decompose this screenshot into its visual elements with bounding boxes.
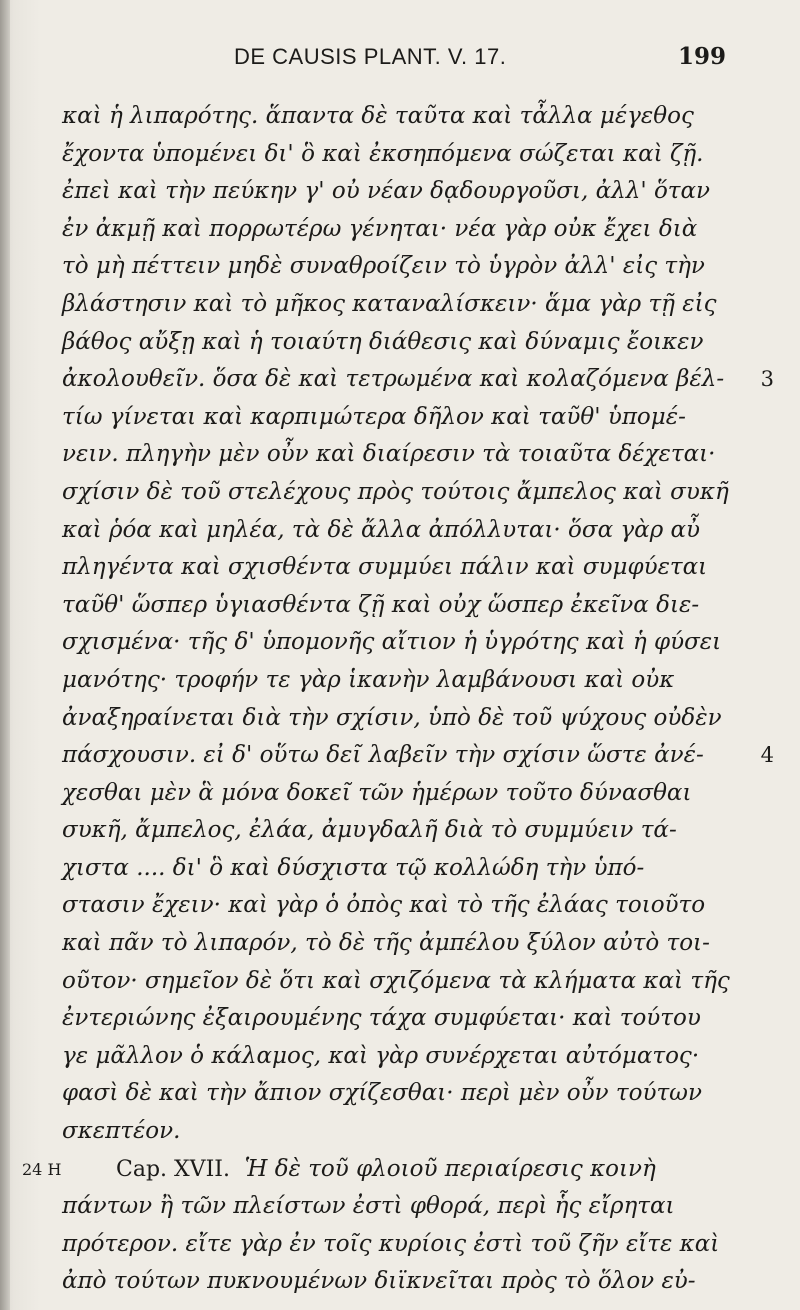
margin-section-number: 3	[760, 367, 774, 392]
page-header	[0, 44, 800, 78]
text-line: συκῆ, ἄμπελος, ἐλάα, ἀμυγδαλῆ διὰ τὸ συμμύειν τά-	[62, 817, 677, 844]
text-line: νειν. πληγὴν μὲν οὖν καὶ διαίρεσιν τὰ τοιαῦτα δέχεται·	[62, 441, 716, 468]
text-line: σκεπτέον.	[62, 1118, 181, 1145]
text-line: ἀπὸ τούτων πυκνουμένων διϊκνεῖται πρὸς τὸ ὅλον εὐ-	[62, 1268, 696, 1295]
text-line: στασιν ἔχειν· καὶ γὰρ ὁ ὀπὸς καὶ τὸ τῆς ἐλάας τοιοῦτο	[62, 892, 706, 919]
text-line: ἀναξηραίνεται διὰ τὴν σχίσιν, ὑπὸ δὲ τοῦ ψύχους οὐδὲν	[62, 704, 722, 731]
chapter-opening-line	[22, 1151, 722, 1189]
text-line: χεσθαι μὲν ἃ μόνα δοκεῖ τῶν ἡμέρων τοῦτο δύνασθαι	[62, 779, 692, 806]
text-line-content: ἀκολουθεῖν. ὅσα δὲ καὶ τετρωμένα καὶ κολαζόμενα βέλ-	[62, 366, 725, 393]
text-line: φασὶ δὲ καὶ τὴν ἄπιον σχίζεσθαι· περὶ μὲν οὖν τούτων	[62, 1080, 702, 1107]
text-line-content: Ἡ δὲ τοῦ φλοιοῦ περιαίρεσις κοινὴ	[244, 1155, 656, 1182]
text-line: πληγέντα καὶ σχισθέντα συμμύει πάλιν καὶ συμφύεται	[62, 554, 708, 581]
chapter-heading: Cap. XVII.	[116, 1156, 230, 1182]
page-number: 199	[678, 43, 727, 70]
text-line: τὸ μὴ πέττειν μηδὲ συναθροίζειν τὸ ὑγρὸν ἀλλ' εἰς τὴν	[62, 253, 705, 280]
text-line: τίω γίνεται καὶ καρπιμώτερα δῆλον καὶ ταῦθ' ὑπομέ-	[62, 403, 686, 430]
text-line: σχισμένα· τῆς δ' ὑπομονῆς αἴτιον ἡ ὑγρότης καὶ ἡ φύσει	[62, 629, 722, 656]
book-spine-shadow	[0, 0, 10, 1310]
running-title: DE CAUSIS PLANT. V. 17.	[234, 44, 507, 69]
text-line: βλάστησιν καὶ τὸ μῆκος καταναλίσκειν· ἅμα γὰρ τῇ εἰς	[62, 290, 717, 317]
text-line	[62, 737, 774, 775]
text-line: ἐπεὶ καὶ τὴν πεύκην γ' οὐ νέαν δᾳδουργοῦσι, ἀλλ' ὅταν	[62, 178, 711, 205]
text-line: μανότης· τροφήν τε γὰρ ἱκανὴν λαμβάνουσι καὶ οὐκ	[62, 666, 675, 693]
text-line: ταῦθ' ὥσπερ ὑγιασθέντα ζῇ καὶ οὐχ ὥσπερ ἐκεῖνα διε-	[62, 591, 700, 618]
text-line: ἐντεριώνης ἐξαιρουμένης τάχα συμφύεται· καὶ τούτου	[62, 1005, 701, 1032]
text-line: πάντων ἢ τῶν πλείστων ἐστὶ φθορά, περὶ ἧς εἴρηται	[62, 1193, 675, 1220]
text-line: καὶ πᾶν τὸ λιπαρόν, τὸ δὲ τῆς ἀμπέλου ξύλον αὐτὸ τοι-	[62, 930, 710, 957]
text-line: σχίσιν δὲ τοῦ στελέχους πρὸς τούτοις ἄμπελος καὶ συκῆ	[62, 478, 729, 505]
text-line: ἐν ἀκμῇ καὶ πορρωτέρω γένηται· νέα γὰρ οὐκ ἔχει διὰ	[62, 215, 698, 242]
text-line: οῦτον· σημεῖον δὲ ὅτι καὶ σχιζόμενα τὰ κλήματα καὶ τῆς	[62, 967, 730, 994]
text-line: ἔχοντα ὑπομένει δι' ὃ καὶ ἐκσηπόμενα σώζεται καὶ ζῇ.	[62, 140, 704, 167]
text-line	[62, 361, 774, 399]
text-line: γε μᾶλλον ὁ κάλαμος, καὶ γὰρ συνέρχεται αὐτόματος·	[62, 1042, 700, 1069]
text-line: χιστα .... δι' ὃ καὶ δύσχιστα τῷ κολλώδη τὴν ὑπό-	[62, 854, 645, 881]
text-line: πρότερον. εἴτε γὰρ ἐν τοῖς κυρίοις ἐστὶ τοῦ ζῆν εἴτε καὶ	[62, 1230, 720, 1257]
text-line: βάθος αὔξῃ καὶ ἡ τοιαύτη διάθεσις καὶ δύναμις ἔοικεν	[62, 328, 704, 355]
margin-folio-reference: 24 H	[22, 1159, 62, 1179]
text-line-content: πάσχουσιν. εἰ δ' οὕτω δεῖ λαβεῖν τὴν σχίσιν ὥστε ἀνέ-	[62, 742, 704, 769]
text-line: καὶ ἡ λιπαρότης. ἅπαντα δὲ ταῦτα καὶ τἆλλα μέγεθος	[62, 103, 694, 129]
margin-section-number: 4	[760, 743, 774, 768]
text-line: καὶ ῥόα καὶ μηλέα, τὰ δὲ ἄλλα ἀπόλλυται· ὅσα γὰρ αὖ	[62, 516, 701, 543]
greek-text-body	[22, 98, 774, 1301]
